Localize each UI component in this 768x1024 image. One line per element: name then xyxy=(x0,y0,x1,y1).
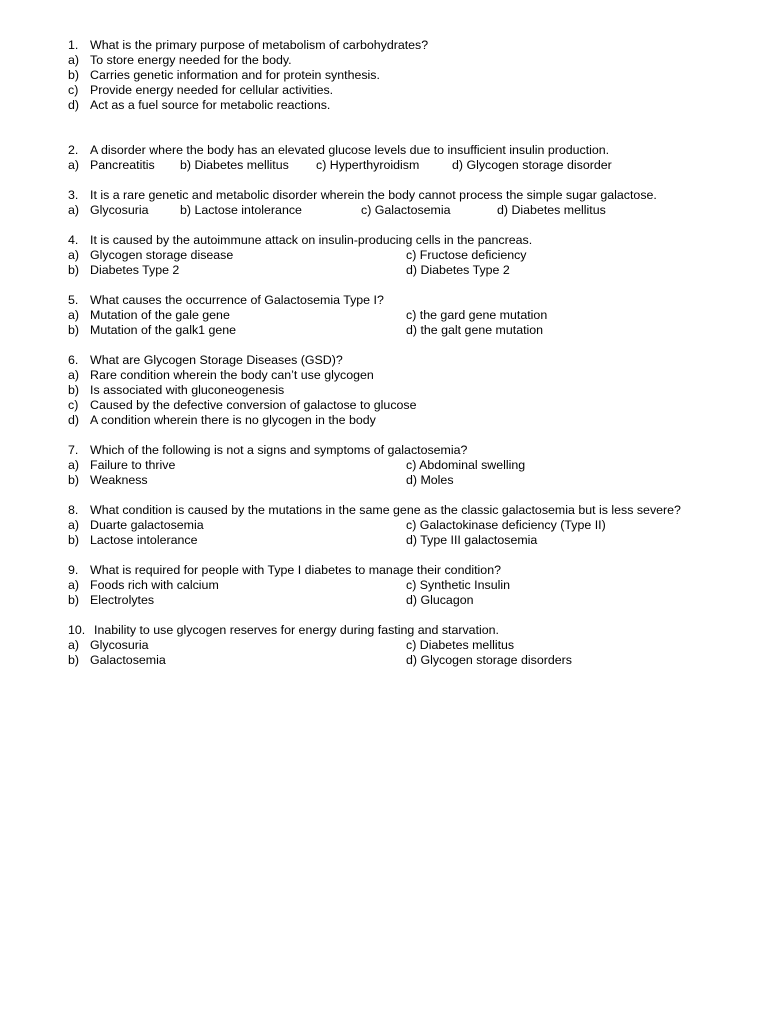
option-letter: a) xyxy=(68,203,80,217)
question-6 xyxy=(68,353,722,428)
question-text: What causes the occurrence of Galactosemia Type I? xyxy=(90,293,384,307)
option-letter: d) xyxy=(68,413,80,427)
question-2 xyxy=(68,143,722,173)
option-letter: c) xyxy=(68,398,79,412)
question-5 xyxy=(68,293,722,338)
question-1 xyxy=(68,38,722,113)
question-number: 1. xyxy=(68,38,79,52)
option-right: d) Moles xyxy=(406,473,454,487)
question-number: 3. xyxy=(68,188,79,202)
option-letter: b) xyxy=(68,473,80,487)
option-text: Provide energy needed for cellular activities. xyxy=(90,83,334,97)
question-text: What is the primary purpose of metabolism of carbohydrates? xyxy=(90,38,429,52)
option-d: d) Glycogen storage disorder xyxy=(452,158,612,172)
question-text: What is required for people with Type I diabetes to manage their condition? xyxy=(90,563,501,577)
option-letter: b) xyxy=(68,653,80,667)
option-left: Weakness xyxy=(90,473,148,487)
option-left: Mutation of the gale gene xyxy=(90,308,230,322)
option-right: c) the gard gene mutation xyxy=(406,308,548,322)
option-letter: a) xyxy=(68,368,80,382)
option-text: A condition wherein there is no glycogen in the body xyxy=(90,413,376,427)
option-left: Glycosuria xyxy=(90,638,149,652)
option-right: d) Type III galactosemia xyxy=(406,533,538,547)
option-letter: a) xyxy=(68,158,80,172)
option-left: Lactose intolerance xyxy=(90,533,198,547)
option-letter: c) xyxy=(68,83,79,97)
question-number: 7. xyxy=(68,443,79,457)
option-a: Glycosuria xyxy=(90,203,149,217)
question-10 xyxy=(68,623,722,668)
option-letter: a) xyxy=(68,458,80,472)
option-right: d) Diabetes Type 2 xyxy=(406,263,510,277)
option-left: Duarte galactosemia xyxy=(90,518,204,532)
question-9 xyxy=(68,563,722,608)
question-number: 8. xyxy=(68,503,79,517)
option-right: c) Abdominal swelling xyxy=(406,458,526,472)
option-left: Mutation of the galk1 gene xyxy=(90,323,237,337)
question-7 xyxy=(68,443,722,488)
option-left: Electrolytes xyxy=(90,593,155,607)
option-letter: b) xyxy=(68,593,80,607)
option-right: d) Glucagon xyxy=(406,593,474,607)
question-number: 2. xyxy=(68,143,79,157)
option-letter: b) xyxy=(68,323,80,337)
question-3 xyxy=(68,188,722,218)
question-8 xyxy=(68,503,722,548)
option-letter: a) xyxy=(68,53,80,67)
option-left: Foods rich with calcium xyxy=(90,578,219,592)
question-number: 10. xyxy=(68,623,86,637)
question-text: What are Glycogen Storage Diseases (GSD)? xyxy=(90,353,343,367)
option-text: Carries genetic information and for protein synthesis. xyxy=(90,68,380,82)
option-text: Act as a fuel source for metabolic reactions. xyxy=(90,98,331,112)
option-text: Is associated with gluconeogenesis xyxy=(90,383,285,397)
option-left: Diabetes Type 2 xyxy=(90,263,180,277)
option-letter: a) xyxy=(68,308,80,322)
question-text: It is caused by the autoimmune attack on insulin-producing cells in the pancreas. xyxy=(90,233,533,247)
option-b: b) Diabetes mellitus xyxy=(180,158,289,172)
question-text: Which of the following is not a signs and symptoms of galactosemia? xyxy=(90,443,468,457)
option-letter: a) xyxy=(68,578,80,592)
option-letter: a) xyxy=(68,248,80,262)
option-letter: a) xyxy=(68,638,80,652)
question-number: 6. xyxy=(68,353,79,367)
option-right: c) Fructose deficiency xyxy=(406,248,527,262)
option-letter: b) xyxy=(68,68,80,82)
question-number: 5. xyxy=(68,293,79,307)
option-letter: a) xyxy=(68,518,80,532)
option-right: c) Synthetic Insulin xyxy=(406,578,510,592)
question-text: It is a rare genetic and metabolic disorder wherein the body cannot process the simple sugar galactose. xyxy=(90,188,657,202)
option-text: Rare condition wherein the body can’t use glycogen xyxy=(90,368,374,382)
quiz-page xyxy=(68,38,722,683)
option-b: b) Lactose intolerance xyxy=(180,203,302,217)
option-c: c) Galactosemia xyxy=(361,203,451,217)
option-d: d) Diabetes mellitus xyxy=(497,203,606,217)
option-letter: d) xyxy=(68,98,80,112)
option-letter: b) xyxy=(68,533,80,547)
question-number: 9. xyxy=(68,563,79,577)
option-letter: b) xyxy=(68,263,80,277)
option-text: Caused by the defective conversion of galactose to glucose xyxy=(90,398,417,412)
option-left: Galactosemia xyxy=(90,653,166,667)
option-right: c) Galactokinase deficiency (Type II) xyxy=(406,518,606,532)
question-text: What condition is caused by the mutations in the same gene as the classic galactosemia but is less severe? xyxy=(90,503,681,517)
option-a: Pancreatitis xyxy=(90,158,155,172)
option-c: c) Hyperthyroidism xyxy=(316,158,420,172)
option-left: Failure to thrive xyxy=(90,458,176,472)
option-right: d) the galt gene mutation xyxy=(406,323,544,337)
question-text: Inability to use glycogen reserves for energy during fasting and starvation. xyxy=(94,623,499,637)
option-left: Glycogen storage disease xyxy=(90,248,234,262)
question-text: A disorder where the body has an elevated glucose levels due to insufficient insulin production. xyxy=(90,143,610,157)
question-number: 4. xyxy=(68,233,79,247)
option-right: d) Glycogen storage disorders xyxy=(406,653,572,667)
question-4 xyxy=(68,233,722,278)
option-right: c) Diabetes mellitus xyxy=(406,638,515,652)
option-text: To store energy needed for the body. xyxy=(90,53,292,67)
option-letter: b) xyxy=(68,383,80,397)
